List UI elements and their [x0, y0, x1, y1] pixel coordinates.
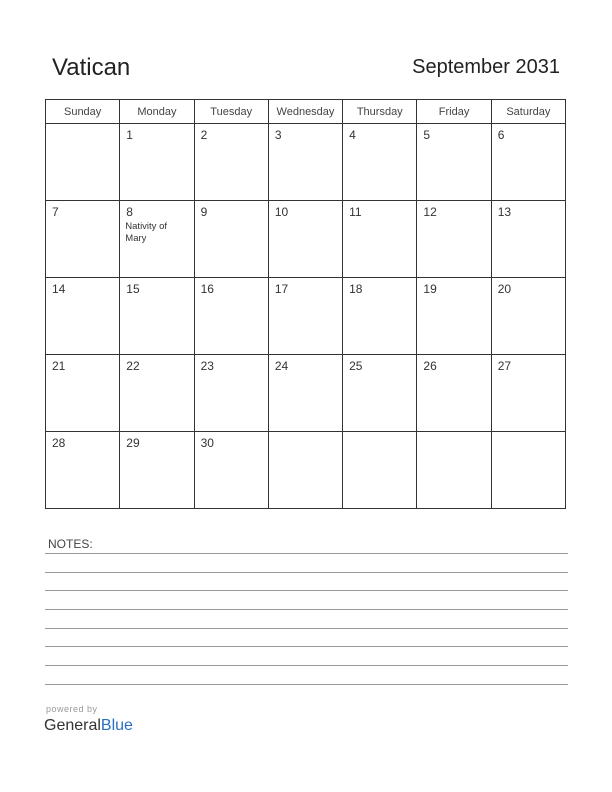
day-cell [194, 355, 268, 432]
weekday-monday: Monday [120, 100, 194, 124]
day-cell [268, 278, 342, 355]
note-line [45, 609, 568, 610]
note-line [45, 590, 568, 591]
day-number: 29 [126, 436, 140, 450]
day-cell [343, 278, 417, 355]
day-cell [194, 432, 268, 509]
day-number: 4 [349, 128, 356, 142]
note-line [45, 628, 568, 629]
day-cell [491, 355, 565, 432]
day-number: 19 [423, 282, 437, 296]
calendar-grid [45, 99, 566, 509]
day-number: 18 [349, 282, 363, 296]
day-number: 9 [200, 205, 208, 219]
generalblue-logo[interactable] [44, 717, 133, 735]
day-number: 12 [423, 205, 437, 219]
note-line [45, 572, 568, 573]
day-cell [417, 278, 491, 355]
day-cell [417, 124, 491, 201]
day-cell [268, 124, 342, 201]
country-title: Vatican [52, 54, 131, 81]
day-number: 27 [497, 359, 512, 373]
day-number: 8 [126, 205, 133, 219]
day-cell [491, 432, 565, 509]
day-cell [491, 124, 565, 201]
day-cell [46, 278, 120, 355]
month-title: September 2031 [412, 56, 560, 78]
day-cell [417, 201, 491, 278]
notes-label: NOTES: [48, 537, 93, 551]
day-cell [120, 278, 194, 355]
day-number: 14 [52, 282, 66, 296]
day-cell [194, 278, 268, 355]
day-number: 2 [200, 128, 208, 142]
powered-by-text: powered by [46, 704, 98, 714]
day-cell [343, 201, 417, 278]
note-line [45, 684, 568, 685]
day-number: 10 [274, 205, 289, 219]
week-row [46, 432, 566, 509]
weekday-thursday: Thursday [343, 100, 417, 124]
day-number: 30 [200, 436, 214, 450]
day-number: 11 [349, 205, 362, 219]
week-row [46, 124, 566, 201]
day-number: 24 [274, 359, 289, 373]
weekday-tuesday: Tuesday [194, 100, 268, 124]
week-row [46, 355, 566, 432]
day-number: 17 [274, 282, 289, 296]
day-cell [120, 432, 194, 509]
day-cell [120, 201, 194, 278]
day-number: 3 [274, 128, 282, 142]
weekday-header-row [46, 100, 566, 124]
day-number: 13 [497, 205, 512, 219]
day-number: 22 [126, 359, 140, 373]
day-number: 1 [126, 128, 133, 142]
day-number: 20 [497, 282, 512, 296]
weekday-saturday: Saturday [491, 100, 565, 124]
day-cell [46, 355, 120, 432]
logo-text-blue: Blue [100, 717, 133, 734]
day-cell [46, 432, 120, 509]
day-cell [343, 124, 417, 201]
day-cell [120, 124, 194, 201]
week-row [46, 201, 566, 278]
day-cell [491, 278, 565, 355]
day-number: 7 [52, 205, 59, 219]
weekday-wednesday: Wednesday [268, 100, 342, 124]
day-cell [268, 432, 342, 509]
day-cell [268, 201, 342, 278]
day-cell [343, 432, 417, 509]
day-number: 28 [52, 436, 66, 450]
weekday-sunday: Sunday [46, 100, 120, 124]
day-number: 23 [200, 359, 214, 373]
day-cell [120, 355, 194, 432]
holiday-label: Nativity of Mary [125, 221, 167, 244]
day-number: 16 [200, 282, 214, 296]
day-number: 15 [126, 282, 140, 296]
day-cell [491, 201, 565, 278]
day-number: 25 [349, 359, 363, 373]
day-cell [194, 124, 268, 201]
day-cell [417, 355, 491, 432]
day-number: 6 [497, 128, 505, 142]
note-line [45, 553, 568, 554]
day-number: 21 [52, 359, 66, 373]
day-cell [194, 201, 268, 278]
logo-text-general: General [44, 717, 101, 734]
day-number: 5 [423, 128, 431, 142]
note-line [45, 665, 568, 666]
day-cell [46, 201, 120, 278]
week-row [46, 278, 566, 355]
day-cell [417, 432, 491, 509]
note-line [45, 646, 568, 647]
day-number: 26 [423, 359, 437, 373]
day-cell [46, 124, 120, 201]
weekday-friday: Friday [417, 100, 491, 124]
day-cell [343, 355, 417, 432]
day-cell [268, 355, 342, 432]
